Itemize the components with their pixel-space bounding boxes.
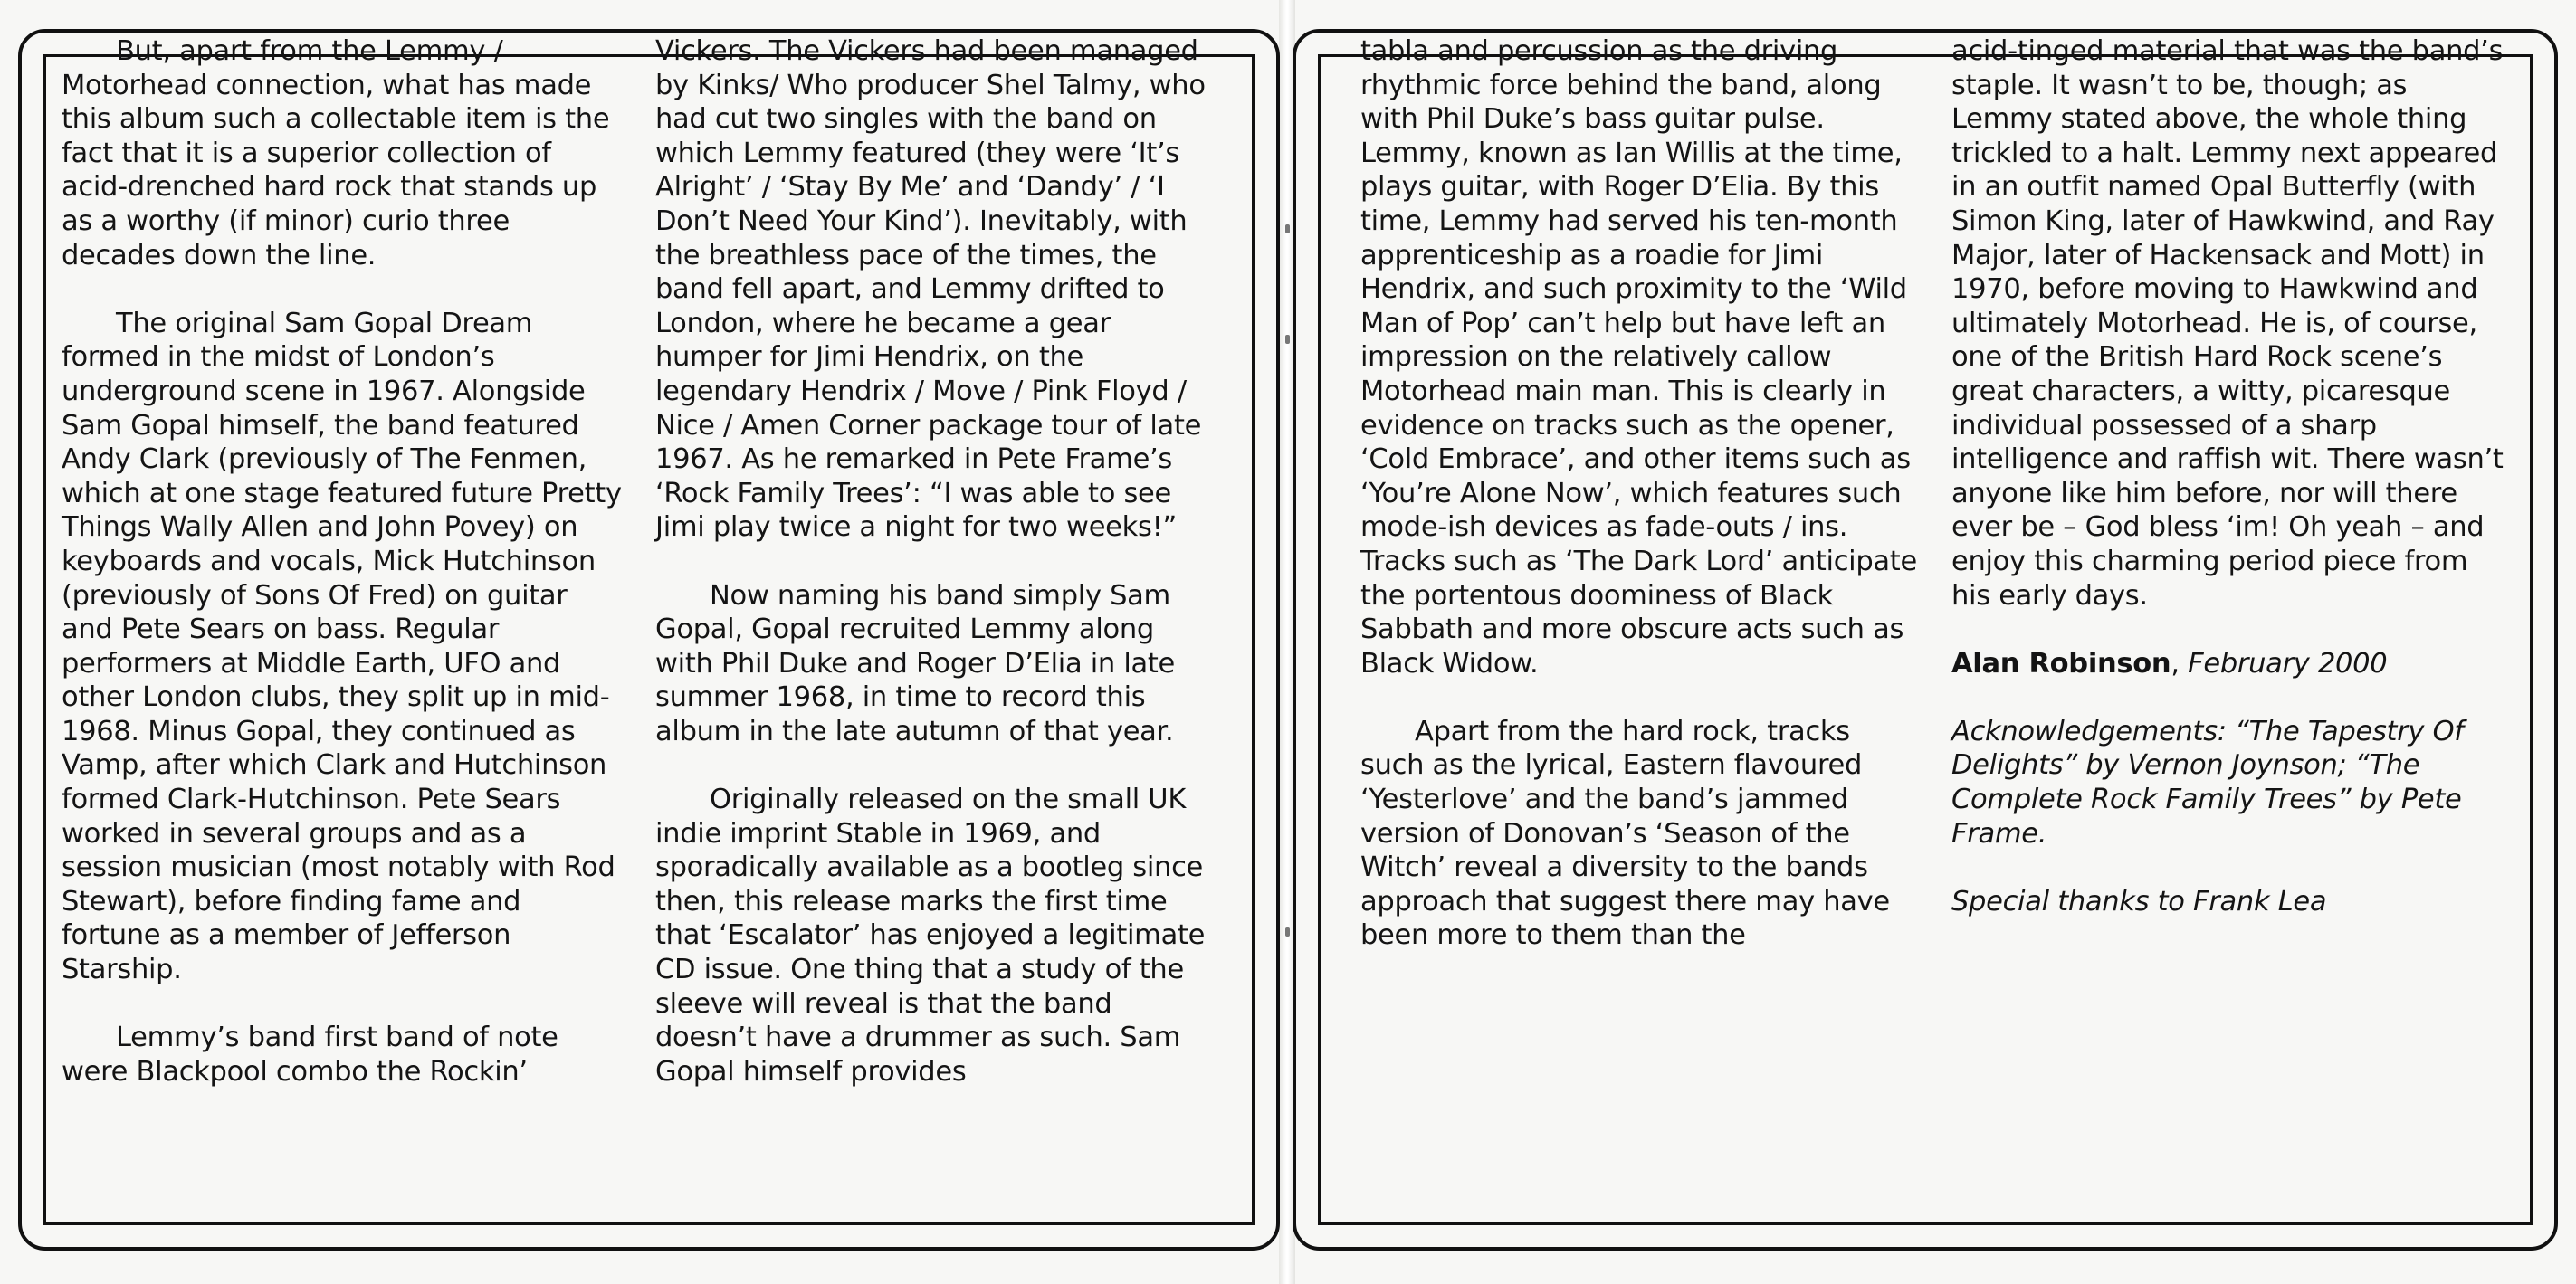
signature bbox=[1951, 647, 2513, 681]
staple-mark bbox=[1285, 335, 1290, 344]
right-column-2 bbox=[1951, 34, 2513, 953]
right-column-1 bbox=[1360, 34, 1922, 987]
paragraph: Originally released on the small UK indie imprint Stable in 1969, and sporadically available as a bootleg since then, this release marks the first time that ‘Escalator’ has enjoyed a legitimate CD issue. One thing that a study of the sleeve will reveal is that the band doesn’t have a drummer as such. Sam Gopal himself provides bbox=[655, 784, 1206, 1088]
signature-date: February 2000 bbox=[2188, 647, 2388, 680]
left-column-2 bbox=[655, 34, 1216, 1123]
paragraph: tabla and percussion as the driving rhythmic force behind the band, along with Phil Duke’s bass guitar pulse. Lemmy, known as Ian Willis at the time, plays guitar, with Roger D’Elia. By this time, Lemmy had served his ten-month apprenticeship as a roadie for Jimi Hendrix, and such proximity to the ‘Wild Man of Pop’ can’t help but have left an impression on the relatively callow Motorhead main man. This is clearly in evidence on tracks such as the opener, ‘Cold Embrace’, and other items such as ‘You’re Alone Now’, which features such mode-ish devices as fade-outs / ins. Tracks such as ‘The Dark Lord’ anticipate the portentous doominess of Black Sabbath and more obscure acts such as Black Widow. bbox=[1360, 35, 1917, 680]
paragraph: acid-tinged material that was the band’s staple. It wasn’t to be, though; as Lemmy stated above, the whole thing trickled to a halt. Lemmy next appeared in an outfit named Opal Butterfly (with Simon King, later of Hawkwind, and Ray Major, later of Hackensack and Mott) in 1970, before moving to Hawkwind and ultimately Motorhead. He is, of course, one of the British Hard Rock scene’s great characters, a witty, picaresque individual possessed of a sharp intelligence and raffish wit. There wasn’t anyone like him before, nor will there ever be – God bless ‘im! Oh yeah – and enjoy this charming period piece from his early days. bbox=[1951, 35, 2504, 612]
staple-mark bbox=[1285, 224, 1290, 233]
acknowledgements: Acknowledgements: “The Tapestry Of Delights” by Vernon Joynson; “The Complete Rock Family Trees” by Pete Frame. bbox=[1951, 715, 2464, 850]
paragraph: The original Sam Gopal Dream formed in the midst of London’s underground scene in 1967. Alongside Sam Gopal himself, the band featured Andy Clark (previously of The Fenmen, which at one stage featured future Pretty Things Wally Allen and John Povey) on keyboards and vocals, Mick Hutchinson (previously of Sons Of Fred) on guitar and Pete Sears on bass. Regular performers at Middle Earth, UFO and other London clubs, they split up in mid-1968. Minus Gopal, they continued as Vamp, after which Clark and Hutchinson formed Clark-Hutchinson. Pete Sears worked in several groups and as a session musician (most notably with Rod Stewart), before finding fame and fortune as a member of Jefferson Starship. bbox=[62, 307, 622, 986]
special-thanks: Special thanks to Frank Lea bbox=[1951, 885, 2327, 918]
left-column-1 bbox=[62, 34, 623, 1123]
staple-mark bbox=[1285, 927, 1290, 937]
paragraph: Vickers. The Vickers had been managed by Kinks/ Who producer Shel Talmy, who had cut two singles with the band on which Lemmy featured (they were ‘It’s Alright’ / ‘Stay By Me’ and ‘Dandy’ / ‘I Don’t Need Your Kind’). Inevitably, with the breathless pace of the times, the band fell apart, and Lemmy drifted to London, where he became a gear humper for Jimi Hendrix, on the legendary Hendrix / Move / Pink Floyd / Nice / Amen Corner package tour of late 1967. As he remarked in Pete Frame’s ‘Rock Family Trees’: “I was able to see Jimi play twice a night for two weeks!” bbox=[655, 35, 1206, 544]
paragraph: But, apart from the Lemmy / Motorhead connection, what has made this album such a collectable item is the fact that it is a superior collection of acid-drenched hard rock that stands up as a worthy (if minor) curio three decades down the line. bbox=[62, 35, 610, 271]
paragraph: Lemmy’s band first band of note were Blackpool combo the Rockin’ bbox=[62, 1022, 558, 1088]
paragraph: Now naming his band simply Sam Gopal, Gopal recruited Lemmy along with Phil Duke and Roger D’Elia in late summer 1968, in time to record this album in the late autumn of that year. bbox=[655, 579, 1176, 747]
author-name: Alan Robinson bbox=[1951, 647, 2171, 680]
paragraph: Apart from the hard rock, tracks such as the lyrical, Eastern flavoured ‘Yesterlove’ and the band’s jammed version of Donovan’s ‘Season of the Witch’ reveal a diversity to the bands approach that suggest there may have been more to them than the bbox=[1360, 715, 1890, 952]
signature-separator: , bbox=[2171, 647, 2189, 680]
